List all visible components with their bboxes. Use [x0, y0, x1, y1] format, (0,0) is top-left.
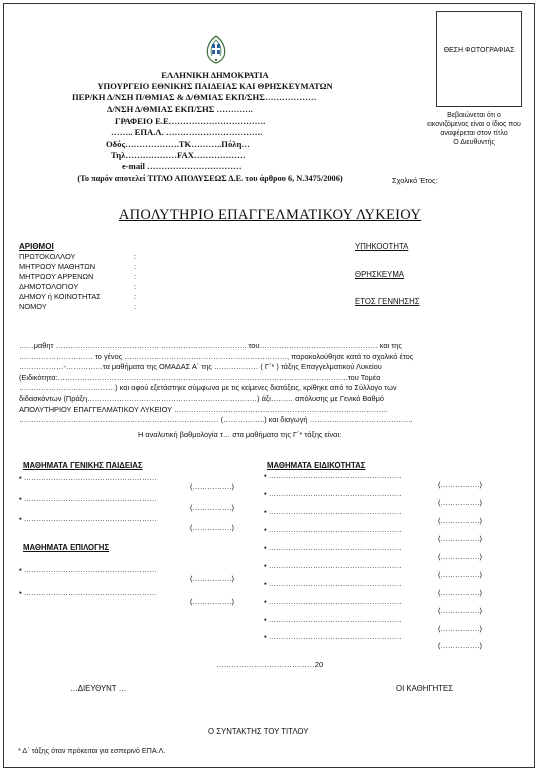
number-item: ΔΗΜΟΥ ή ΚΟΙΝΟΤΗΤΑΣ — [19, 292, 101, 301]
paragraph-line: …………………………………) και αφού εξετάστηκε σύμφωνα με τις κείμενες διατάξεις, κρίθηκε από το Σύλλογο των — [19, 383, 397, 393]
number-item: ΜΗΤΡΩΟΥ ΑΡΡΕΝΩΝ — [19, 272, 94, 281]
header-line: Τηλ………………FAX……………… — [111, 150, 246, 160]
subject-row-grade: (…………….) — [190, 482, 234, 491]
subject-row: ▪ ……………………………………………… — [264, 489, 402, 498]
photo-placeholder — [436, 11, 522, 107]
subject-row-grade: (…………….) — [438, 641, 482, 650]
document-title: ΑΠΟΛΥΤΗΡΙΟ ΕΠΑΓΓΕΛΜΑΤΙΚΟΥ ΛΥΚΕΙΟΥ — [118, 207, 422, 223]
subject-row: ▪ ……………………………………………… — [19, 514, 157, 523]
subject-row: ▪ ……………………………………………… — [19, 588, 157, 597]
header-line: ΓΡΑΦΕΙΟ Ε.Ε……………………………. — [115, 116, 266, 126]
subject-row-grade: (…………….) — [438, 480, 482, 489]
subject-row: ▪ ……………………………………………… — [264, 471, 402, 480]
header-line: Οδός……………….ΤΚ………..Πόλη… — [106, 139, 250, 149]
subject-row-grade: (…………….) — [190, 574, 234, 583]
number-item: ΠΡΩΤΟΚΟΛΛΟΥ — [19, 252, 76, 261]
number-item: ΔΗΜΟΤΟΛΟΓΙΟΥ — [19, 282, 79, 291]
header-line: ΠΕΡ/ΚΗ Δ/ΝΣΗ Π/ΘΜΙΑΣ & Δ/ΘΜΙΑΣ ΕΚΠ/ΣΗΣ……………… — [72, 92, 317, 102]
subject-row: ▪ ……………………………………………… — [264, 561, 402, 570]
footnote: * Δ΄ τάξης όταν πρόκειται για εσπερινό ΕΠΑ.Λ. — [18, 746, 166, 755]
numbers-colons — [134, 252, 136, 312]
paragraph-line: ……………………………………………………………………… (……………..) και διαγωγή …………………………………… — [19, 415, 414, 425]
paragraph-line: διδασκόντων (Πράξη……………………………………………………………) άξι……… απόλυσης με Γενικό Βαθμό — [19, 393, 385, 403]
subject-row: ▪ ……………………………………………… — [264, 632, 402, 641]
colon: : — [134, 272, 137, 281]
legal-basis-note: (Το παρόν αποτελεί ΤΙΤΛΟ ΑΠΟΛΥΣΕΩΣ Δ.Ε. του άρθρου 6, Ν.3475/2006) — [77, 174, 343, 183]
numbers-list — [19, 252, 101, 312]
paragraph-line: ΑΠΟΛΥΤΗΡΙΟΥ ΕΠΑΓΓΕΛΜΑΤΙΚΟΥ ΛΥΚΕΙΟΥ …………………………………………………………………………… — [19, 404, 389, 414]
header-line: ΕΛΛΗΝΙΚΗ ΔΗΜΟΚΡΑΤΙΑ — [161, 70, 269, 80]
subject-row-grade: (…………….) — [438, 534, 482, 543]
subject-row: ▪ ……………………………………………… — [19, 494, 157, 503]
number-item: ΜΗΤΡΩΟΥ ΜΑΘΗΤΩΝ — [19, 262, 96, 271]
paragraph-line: ………………………… το γένος …………………………………………………………, παρακολούθησε κατά το σχολικό έτος — [19, 351, 414, 361]
subject-row-grade: (…………….) — [438, 516, 482, 525]
citizenship-label: ΥΠΗΚΟΟΤΗΤΑ — [355, 242, 409, 251]
subject-row-grade: (…………….) — [438, 588, 482, 597]
religion-label: ΘΡΗΣΚΕΥΜΑ — [355, 270, 405, 279]
photo-label: ΘΕΣΗ ΦΩΤΟΓΡΑΦΙΑΣ — [443, 47, 515, 54]
subject-row-grade: (…………….) — [438, 552, 482, 561]
subject-row: ▪ ……………………………………………… — [264, 615, 402, 624]
director-label: …ΔΙΕΥΘΥΝΤ … — [70, 684, 127, 693]
header-line: …….. ΕΠΑ.Λ. ……………………………. — [111, 127, 263, 137]
subject-row-grade: (…………….) — [190, 597, 234, 606]
general-subjects-heading: ΜΑΘΗΜΑΤΑ ΓΕΝΙΚΗΣ ΠΑΙΔΕΙΑΣ — [23, 461, 143, 470]
teachers-label: ΟΙ ΚΑΘΗΓΗΤΕΣ — [396, 684, 454, 693]
colon: : — [134, 292, 137, 301]
number-item: ΝΟΜΟΥ — [19, 302, 47, 311]
subject-row-grade: (…………….) — [438, 570, 482, 579]
certification-line: αναφέρεται στον τίτλο — [440, 130, 508, 137]
date-line: …………………………………20 — [216, 660, 324, 669]
subject-row-grade: (…………….) — [190, 523, 234, 532]
header-line: ΥΠΟΥΡΓΕΙΟ ΕΘΝΙΚΗΣ ΠΑΙΔΕΙΑΣ ΚΑΙ ΘΡΗΣΚΕΥΜΑΤΩΝ — [97, 81, 333, 91]
colon: : — [134, 252, 137, 261]
certification-line: εικονιζόμενος είναι ο ίδιος που — [427, 121, 521, 128]
elective-subjects-heading: ΜΑΘΗΜΑΤΑ ΕΠΙΛΟΓΗΣ — [23, 543, 110, 552]
header-line: e-mail …………………………… — [122, 161, 242, 171]
colon: : — [134, 282, 137, 291]
subject-row: ▪ ……………………………………………… — [19, 565, 157, 574]
colon: : — [134, 262, 137, 271]
certification-line: Βεβαιώνεται ότι ο — [447, 112, 501, 119]
specialty-subjects-heading: ΜΑΘΗΜΑΤΑ ΕΙΔΙΚΟΤΗΤΑΣ — [267, 461, 366, 470]
subject-row: ▪ ……………………………………………… — [19, 473, 157, 482]
birth-year-label: ΕΤΟΣ ΓΕΝΝΗΣΗΣ — [355, 297, 420, 306]
paragraph-line: ………………-……………τα μαθήματα της ΟΜΑΔΑΣ Α΄ της ……………… ( Γ΄* ) τάξης Επαγγελματικού Λυκείου — [19, 362, 382, 372]
subject-row: ▪ ……………………………………………… — [264, 597, 402, 606]
subject-row-grade: (…………….) — [438, 624, 482, 633]
subject-row-grade: (…………….) — [190, 503, 234, 512]
school-year-label: Σχολικό Έτος: — [392, 176, 438, 185]
title-author-label: Ο ΣΥΝΤΑΚΤΗΣ ΤΟΥ ΤΙΤΛΟΥ — [208, 727, 309, 736]
subject-row: ▪ ……………………………………………… — [264, 543, 402, 552]
subject-row: ▪ ……………………………………………… — [264, 579, 402, 588]
subject-row: ▪ ……………………………………………… — [264, 525, 402, 534]
colon: : — [134, 302, 137, 311]
student-paragraph — [19, 341, 519, 426]
subject-row-grade: (…………….) — [438, 606, 482, 615]
greek-emblem-icon — [202, 34, 230, 64]
subject-row-grade: (…………….) — [438, 498, 482, 507]
certification-block — [412, 111, 536, 147]
paragraph-line: (Ειδικότητα:……………………………………………………………………………………………………….του Τομέα — [19, 372, 381, 382]
subject-row: ▪ ……………………………………………… — [264, 507, 402, 516]
paragraph-line: ……μαθητ …………………………………… …………………………….. του………………………………………… και της — [19, 341, 402, 350]
numbers-heading: ΑΡΙΘΜΟΙ — [19, 242, 54, 251]
director-signature-label: Ο Διευθυντής — [453, 139, 495, 146]
grading-intro: Η αναλυτική βαθμολογία τ… στα μαθήματα της Γ΄* τάξης είναι: — [138, 430, 342, 439]
header-line: Δ/ΝΣΗ Δ/ΘΜΙΑΣ ΕΚΠ/ΣΗΣ …………. — [107, 104, 253, 114]
